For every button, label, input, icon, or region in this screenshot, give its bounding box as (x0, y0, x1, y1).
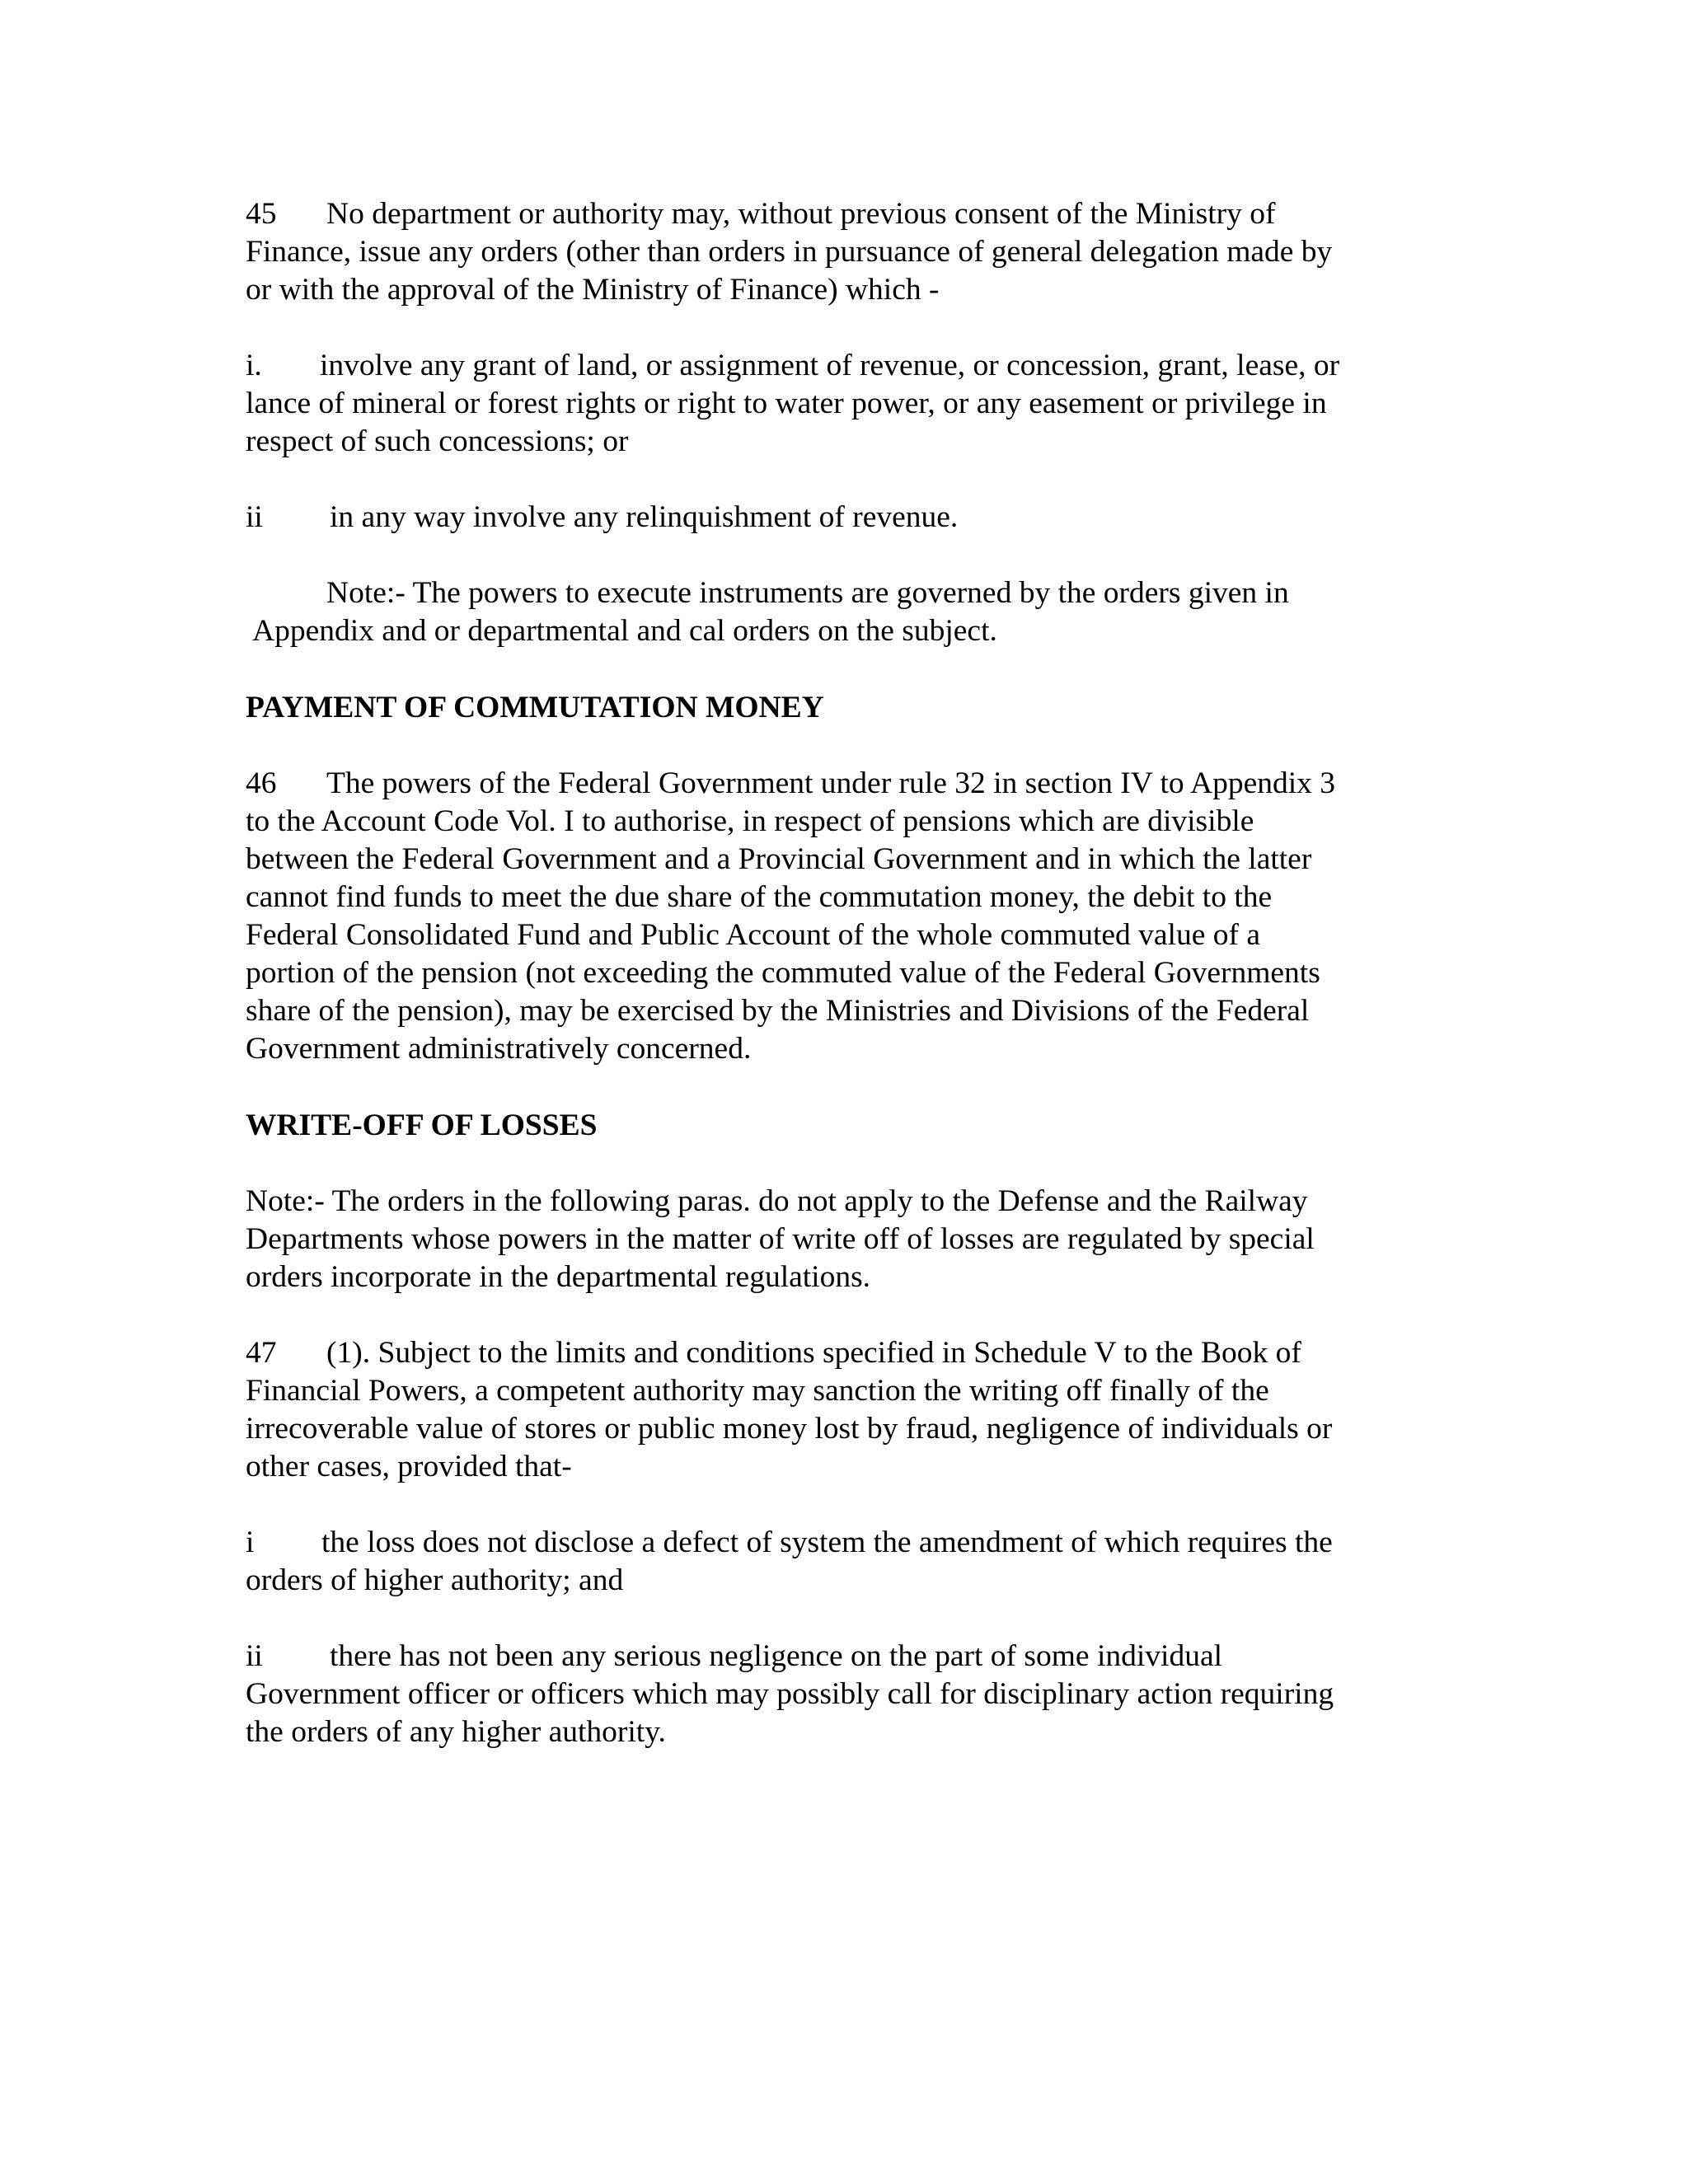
note-para-45 (246, 574, 1416, 650)
paragraph-47 (246, 1334, 1416, 1486)
paragraph-47-line-3: irrecoverable value of stores or public money lost by fraud, negligence of individuals or (246, 1412, 1333, 1446)
list-item-line-1: i the loss does not disclose a defect of system the amendment of which requires the (246, 1524, 1416, 1562)
list-item-line-2: lance of mineral or forest rights or right to water power, or any easement or privilege in (246, 387, 1327, 420)
paragraph-46-line-8: Government administratively concerned. (246, 1032, 752, 1066)
paragraph-46-line-6: portion of the pension (not exceeding the commuted value of the Federal Governments (246, 956, 1320, 990)
list-item-ii-para-45 (246, 499, 1416, 537)
section-heading-commutation: PAYMENT OF COMMUTATION MONEY (246, 691, 824, 724)
list-item-line-1: i. involve any grant of land, or assignment of revenue, or concession, grant, lease, or (246, 347, 1416, 385)
paragraph-45-line-2: Finance, issue any orders (other than orders in pursuance of general delegation made by (246, 235, 1333, 269)
list-item-line-2: Government officer or officers which may possibly call for disciplinary action requiring (246, 1677, 1334, 1711)
list-marker: ii (246, 500, 263, 534)
paragraph-45 (246, 195, 1416, 309)
list-item-line-2: orders of higher authority; and (246, 1563, 624, 1597)
paragraph-number: 47 (246, 1336, 277, 1370)
list-marker: ii (246, 1639, 263, 1673)
paragraph-number: 45 (246, 197, 277, 231)
list-item-line-3: the orders of any higher authority. (246, 1715, 666, 1749)
list-item-line-3: respect of such concessions; or (246, 424, 629, 458)
note-line-3: orders incorporate in the departmental regulations. (246, 1260, 871, 1294)
list-item-line-1: ii in any way involve any relinquishment of revenue. (246, 499, 1416, 537)
paragraph-47-line-1: 47 (1). Subject to the limits and conditions specified in Schedule V to the Book of (246, 1334, 1416, 1372)
section-heading-write-off: WRITE-OFF OF LOSSES (246, 1108, 598, 1142)
list-item-line-1: ii there has not been any serious negligence on the part of some individual (246, 1638, 1416, 1675)
note-line-1: Note:- The powers to execute instruments are governed by the orders given in (326, 576, 1289, 610)
paragraph-number: 46 (246, 766, 277, 800)
list-item-i-para-45 (246, 347, 1416, 461)
list-item-ii-para-47 (246, 1638, 1416, 1751)
paragraph-46 (246, 765, 1416, 1068)
list-marker: i (246, 1526, 255, 1559)
note-write-off (246, 1183, 1416, 1296)
paragraph-45-line-3: or with the approval of the Ministry of Finance) which - (246, 273, 940, 307)
paragraph-46-line-4: cannot find funds to meet the due share of the commutation money, the debit to the (246, 880, 1273, 914)
note-line-2: Appendix and or departmental and cal orders on the subject. (252, 614, 997, 648)
note-line-1: Note:- The orders in the following paras. do not apply to the Defense and the Railway (246, 1184, 1308, 1218)
paragraph-46-line-7: share of the pension), may be exercised by the Ministries and Divisions of the Federal (246, 994, 1310, 1028)
paragraph-46-line-3: between the Federal Government and a Provincial Government and in which the latter (246, 842, 1312, 876)
note-line-2: Departments whose powers in the matter of write off of losses are regulated by special (246, 1222, 1315, 1256)
list-item-i-para-47 (246, 1524, 1416, 1600)
paragraph-47-line-2: Financial Powers, a competent authority may sanction the writing off finally of the (246, 1374, 1269, 1408)
paragraph-46-line-1: 46 The powers of the Federal Government under rule 32 in section IV to Appendix 3 (246, 765, 1416, 803)
paragraph-47-line-4: other cases, provided that- (246, 1450, 572, 1483)
list-marker: i. (246, 349, 262, 382)
paragraph-46-line-5: Federal Consolidated Fund and Public Account of the whole commuted value of a (246, 918, 1260, 952)
paragraph-46-line-2: to the Account Code Vol. I to authorise, in respect of pensions which are divisible (246, 804, 1254, 838)
paragraph-45-line-1: 45 No department or authority may, without previous consent of the Ministry of (246, 195, 1416, 233)
